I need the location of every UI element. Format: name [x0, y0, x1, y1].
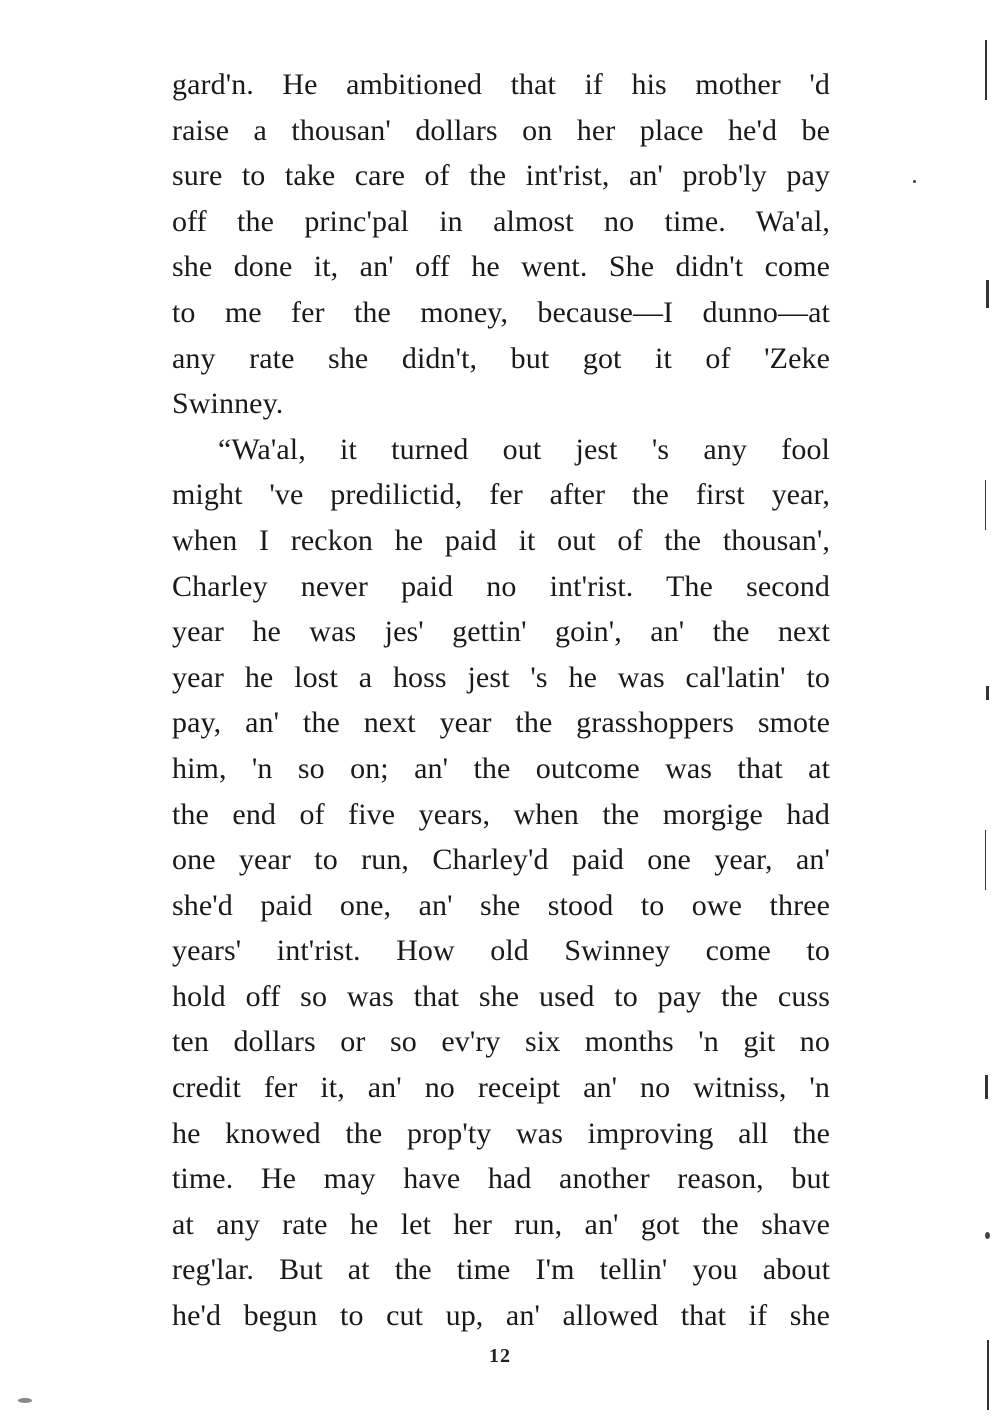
text-line: years' int'rist. How old Swinney come to: [172, 934, 830, 968]
scan-speck: [985, 1232, 990, 1239]
scan-speck: [18, 1398, 32, 1403]
text-line: off the princ'pal in almost no time. Wa'al,: [172, 204, 830, 238]
scan-edge-mark: [985, 40, 987, 100]
text-line: year he was jes' gettin' goin', an' the next: [172, 615, 830, 649]
text-line: at any rate he let her run, an' got the shave: [172, 1207, 830, 1241]
text-line: when I reckon he paid it out of the thousan',: [172, 523, 830, 557]
text-line: “Wa'al, it turned out jest 's any fool: [218, 432, 830, 466]
text-line: any rate she didn't, but got it of 'Zeke: [172, 341, 830, 375]
text-line: year he lost a hoss jest 's he was cal'latin' to: [172, 660, 830, 694]
text-line: she done it, an' off he went. She didn't come: [172, 250, 830, 284]
text-line: gard'n. He ambitioned that if his mother 'd: [172, 68, 830, 101]
text-line: one year to run, Charley'd paid one year, an': [172, 843, 830, 877]
text-line: reg'lar. But at the time I'm tellin' you about: [172, 1253, 830, 1287]
text-line: hold off so was that she used to pay the cuss: [172, 979, 830, 1013]
text-line: sure to take care of the int'rist, an' prob'ly pay: [172, 159, 830, 193]
text-line: ten dollars or so ev'ry six months 'n git no: [172, 1025, 830, 1059]
scan-edge-mark: [987, 1340, 989, 1410]
scan-edge-mark: [986, 280, 989, 308]
scan-edge-mark: [985, 830, 986, 890]
page-number: 12: [489, 1345, 511, 1367]
scan-edge-mark: [985, 480, 986, 530]
scan-speck: [913, 180, 916, 183]
text-line: he knowed the prop'ty was improving all the: [172, 1116, 830, 1150]
text-line: Swinney.: [172, 387, 284, 421]
scan-edge-mark: [985, 1075, 988, 1099]
text-line: he'd begun to cut up, an' allowed that if she: [172, 1299, 830, 1333]
text-line: pay, an' the next year the grasshoppers smote: [172, 706, 830, 740]
text-line: she'd paid one, an' she stood to owe three: [172, 888, 830, 922]
text-line: credit fer it, an' no receipt an' no witniss, 'n: [172, 1071, 830, 1105]
text-line: the end of five years, when the morgige had: [172, 797, 830, 831]
text-line: Charley never paid no int'rist. The second: [172, 569, 830, 603]
text-line: him, 'n so on; an' the outcome was that at: [172, 751, 830, 785]
body-text: [172, 62, 830, 1339]
scan-edge-mark: [986, 686, 989, 700]
text-line: might 've predilictid, fer after the first year,: [172, 478, 830, 512]
text-line: raise a thousan' dollars on her place he'd be: [172, 113, 830, 147]
text-line: to me fer the money, because—I dunno—at: [172, 295, 830, 329]
text-line: time. He may have had another reason, but: [172, 1162, 830, 1196]
